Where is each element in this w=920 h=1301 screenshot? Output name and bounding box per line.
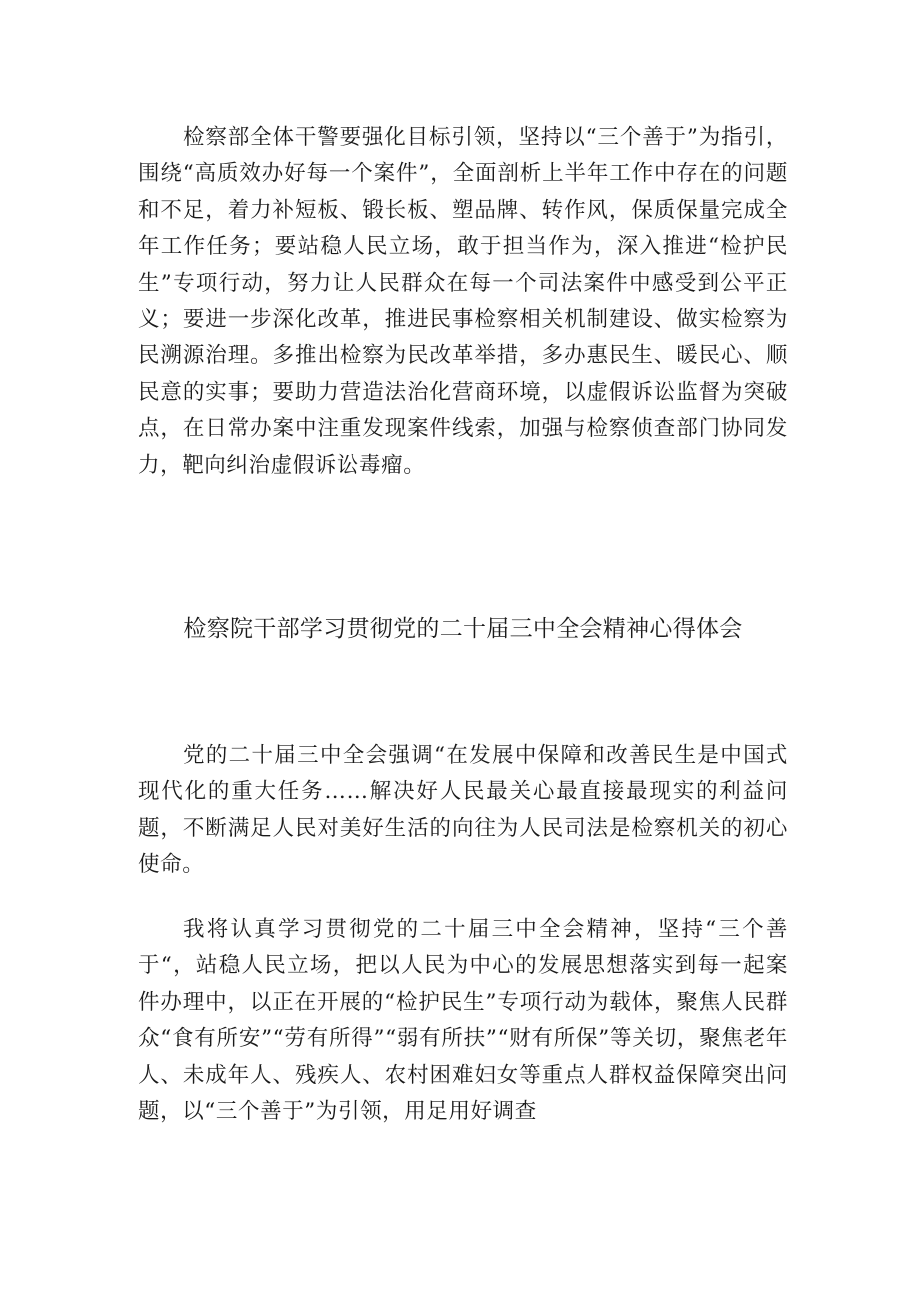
paragraph-plenum: 党的二十届三中全会强调“在发展中保障和改善民生是中国式现代化的重大任务……解决好人民最关心最直接最现实的利益问题，不断满足人民对美好生活的向往为人民司法是检察机关的初心使命。 bbox=[138, 743, 788, 878]
paragraph-goals: 检察部全体干警要强化目标引领，坚持以“三个善于”为指引，围绕“高质效办好每一个案件”，全面剖析上半年工作中存在的问题和不足，着力补短板、锻长板、塑品牌、转作风，保质保量完成全年工作任务；要站稳人民立场，敢于担当作为，深入推进“检护民生”专项行动，努力让人民群众在每一个司法案件中感受到公平正义；要进一步深化改革，推进民事检察相关机制建设、做实检察为民溯源治理。多推出检察为民改革举措，多办惠民生、暖民心、顺民意的实事；要助力营造法治化营商环境，以虚假诉讼监督为突破点，在日常办案中注重发现案件线索，加强与检察侦查部门协同发力，靶向纠治虚假诉讼毒瘤。 bbox=[138, 125, 788, 478]
section-title: 检察院干部学习贯彻党的二十届三中全会精神心得体会 bbox=[183, 616, 743, 642]
paragraph-commitment: 我将认真学习贯彻党的二十届三中全会精神，坚持“三个善于“，站稳人民立场，把以人民为中心的发展思想落实到每一起案件办理中，以正在开展的“检护民生”专项行动为载体，聚焦人民群众“食有所安”“劳有所得”“弱有所扶”“财有所保”等关切，聚焦老年人、未成年人、残疾人、农村困难妇女等重点人群权益保障突出问题，以“三个善于”为引领，用足用好调查 bbox=[138, 917, 788, 1125]
